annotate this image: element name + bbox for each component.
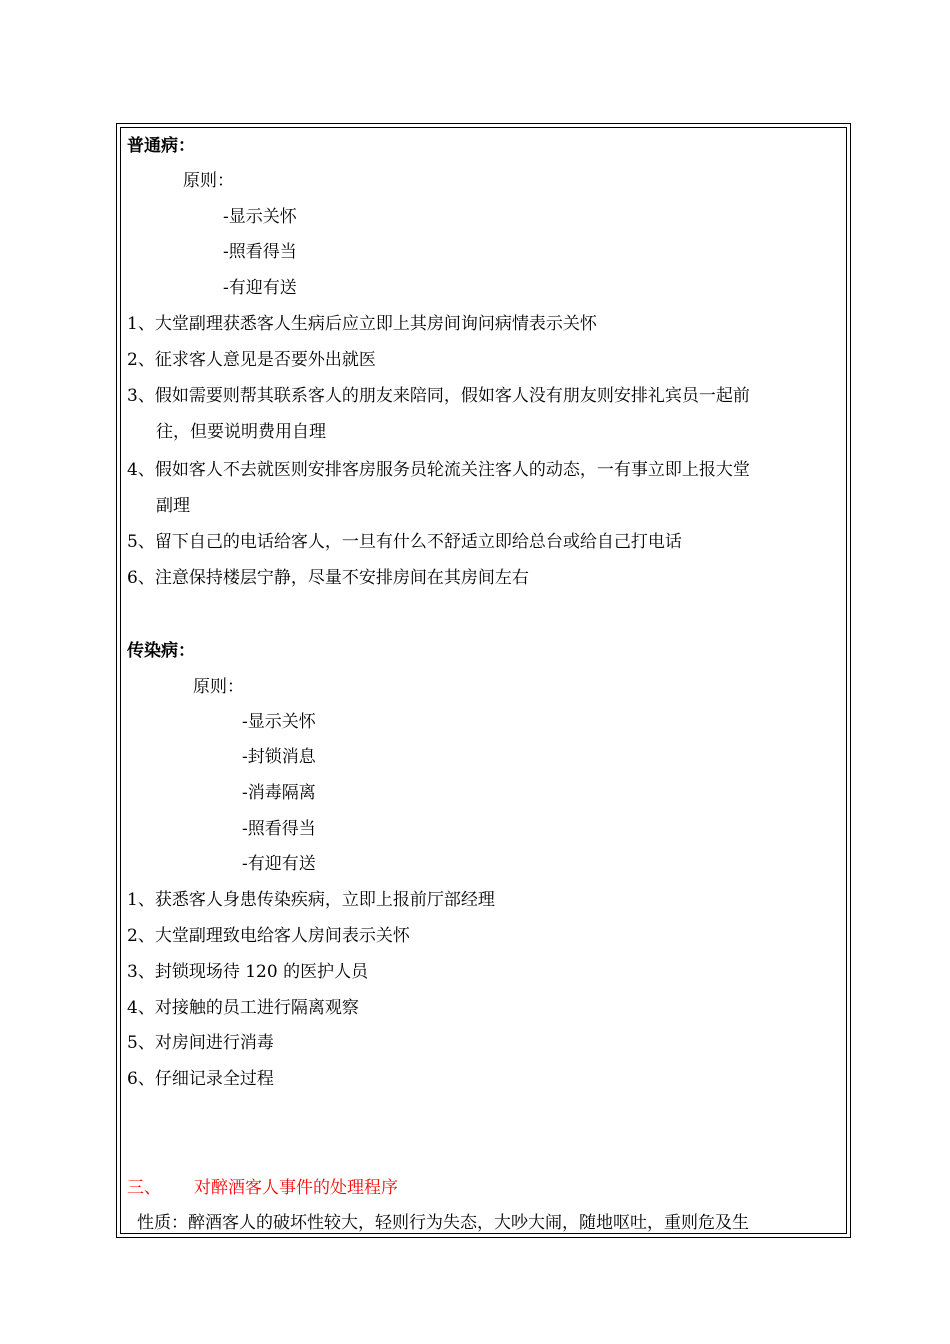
infectious-principle-item: -照看得当 <box>242 819 316 839</box>
common-step: 3、假如需要则帮其联系客人的朋友来陪同，假如客人没有朋友则安排礼宾员一起前 <box>127 386 750 406</box>
infectious-step: 6、仔细记录全过程 <box>127 1069 274 1089</box>
infectious-step: 5、对房间进行消毒 <box>127 1033 274 1053</box>
infectious-step: 1、获悉客人身患传染疾病，立即上报前厅部经理 <box>127 890 495 910</box>
infectious-illness-heading: 传染病： <box>127 641 195 661</box>
infectious-principle-item: -显示关怀 <box>242 712 316 732</box>
infectious-principle-item: -消毒隔离 <box>242 783 316 803</box>
infectious-step: 3、封锁现场待 120 的医护人员 <box>127 962 369 982</box>
common-step: 6、注意保持楼层宁静，尽量不安排房间在其房间左右 <box>127 568 529 588</box>
infectious-principle-label: 原则： <box>193 677 244 697</box>
infectious-principle-item: -有迎有送 <box>242 854 316 874</box>
common-step-continuation: 往，但要说明费用自理 <box>156 422 326 442</box>
infectious-step: 4、对接触的员工进行隔离观察 <box>127 998 359 1018</box>
infectious-principle-item: -封锁消息 <box>242 747 316 767</box>
common-step: 1、大堂副理获悉客人生病后应立即上其房间询问病情表示关怀 <box>127 314 597 334</box>
section-three-title: 对醉酒客人事件的处理程序 <box>194 1178 398 1198</box>
common-step-continuation: 副理 <box>156 496 190 516</box>
section-three-number: 三、 <box>127 1178 161 1198</box>
common-step: 4、假如客人不去就医则安排客房服务员轮流关注客人的动态，一有事立即上报大堂 <box>127 460 750 480</box>
common-step: 5、留下自己的电话给客人，一旦有什么不舒适立即给总台或给自己打电话 <box>127 532 682 552</box>
common-illness-heading: 普通病： <box>127 136 195 156</box>
infectious-step: 2、大堂副理致电给客人房间表示关怀 <box>127 926 410 946</box>
common-principle-item: -显示关怀 <box>223 207 297 227</box>
common-principle-item: -有迎有送 <box>223 278 297 298</box>
common-principle-item: -照看得当 <box>223 242 297 262</box>
section-three-nature: 性质：醉酒客人的破坏性较大，轻则行为失态，大吵大闹，随地呕吐，重则危及生 <box>137 1213 749 1233</box>
common-principle-label: 原则： <box>183 171 234 191</box>
common-step: 2、征求客人意见是否要外出就医 <box>127 350 376 370</box>
